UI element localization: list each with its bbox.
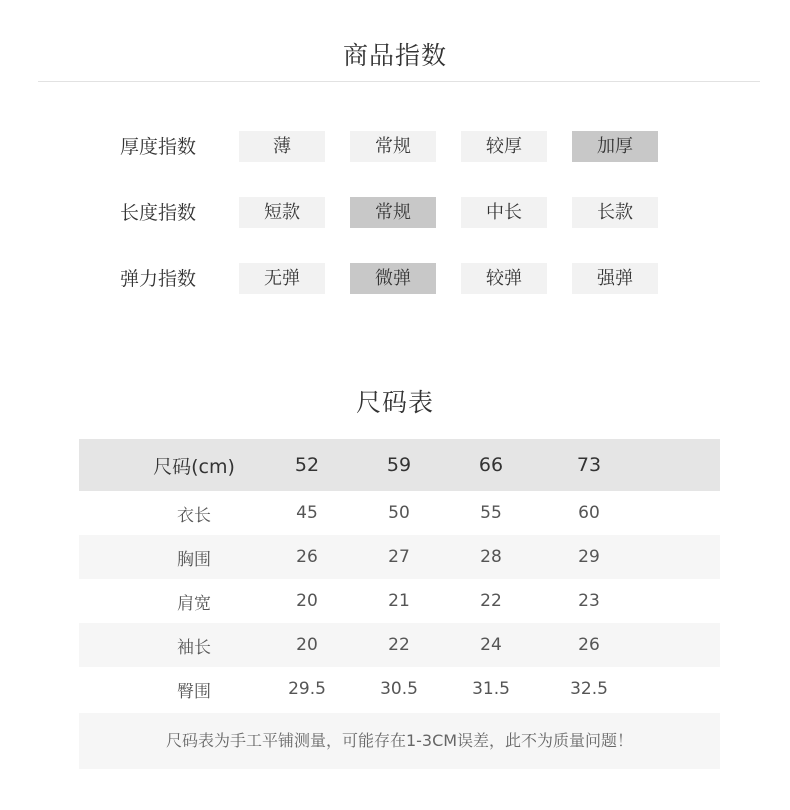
table-cell: 20 — [296, 591, 318, 611]
option-chip: 无弹 — [239, 263, 325, 294]
table-cell: 23 — [578, 591, 600, 611]
option-chip: 较弹 — [461, 263, 547, 294]
table-cell: 20 — [296, 635, 318, 655]
table-cell: 60 — [578, 503, 600, 523]
option-chip: 常规 — [350, 131, 436, 162]
table-cell: 21 — [388, 591, 410, 611]
option-chip-selected: 加厚 — [572, 131, 658, 162]
table-cell: 50 — [388, 503, 410, 523]
option-chip: 短款 — [239, 197, 325, 228]
title-divider — [38, 81, 760, 82]
product-index-title: 商品指数 — [342, 41, 447, 70]
header-cell: 尺码(cm) — [153, 455, 235, 478]
row-label: 袖长 — [177, 637, 211, 658]
index-label: 长度指数 — [120, 202, 197, 224]
measurement-note: 尺码表为手工平铺测量，可能存在1-3CM误差，此不为质量问题！ — [79, 713, 720, 769]
size-chart-title: 尺码表 — [355, 388, 434, 417]
table-cell: 22 — [480, 591, 502, 611]
index-label: 厚度指数 — [120, 136, 197, 158]
table-row — [79, 491, 720, 535]
table-row — [79, 623, 720, 667]
header-cell: 52 — [294, 454, 320, 476]
header-cell: 59 — [386, 454, 412, 476]
option-chip-selected: 常规 — [350, 197, 436, 228]
index-row-length — [0, 197, 790, 229]
header-cell: 66 — [478, 454, 504, 476]
table-cell: 22 — [388, 635, 410, 655]
option-chip: 长款 — [572, 197, 658, 228]
option-chip: 中长 — [461, 197, 547, 228]
table-row — [79, 535, 720, 579]
option-chip: 较厚 — [461, 131, 547, 162]
option-chip: 薄 — [239, 131, 325, 162]
table-cell: 32.5 — [570, 679, 608, 699]
row-label: 衣长 — [177, 505, 211, 526]
table-cell: 26 — [578, 635, 600, 655]
index-label: 弹力指数 — [120, 268, 197, 290]
table-cell: 28 — [480, 547, 502, 567]
table-cell: 31.5 — [472, 679, 510, 699]
table-header-row — [79, 439, 720, 491]
row-label: 肩宽 — [177, 593, 211, 614]
option-chip: 强弹 — [572, 263, 658, 294]
table-cell: 30.5 — [380, 679, 418, 699]
table-row — [79, 667, 720, 711]
index-row-elasticity — [0, 263, 790, 295]
table-row — [79, 579, 720, 623]
row-label: 臀围 — [177, 681, 211, 702]
table-cell: 29.5 — [288, 679, 326, 699]
table-cell: 55 — [480, 503, 502, 523]
index-row-thickness — [0, 131, 790, 163]
table-cell: 26 — [296, 547, 318, 567]
table-cell: 45 — [296, 503, 318, 523]
table-cell: 29 — [578, 547, 600, 567]
table-cell: 27 — [388, 547, 410, 567]
row-label: 胸围 — [177, 549, 211, 570]
option-chip-selected: 微弹 — [350, 263, 436, 294]
size-table — [79, 439, 720, 711]
table-cell: 24 — [480, 635, 502, 655]
header-cell: 73 — [576, 454, 602, 476]
